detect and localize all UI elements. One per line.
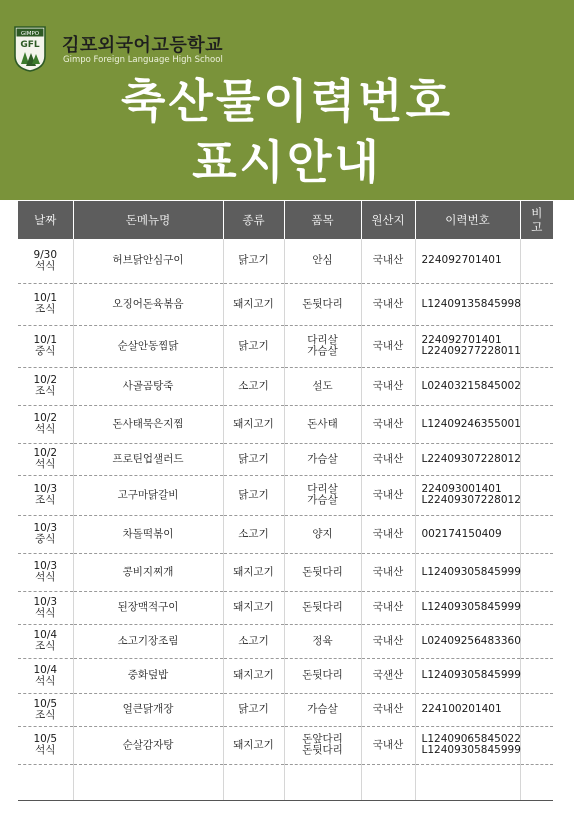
part-line: 돈뒷다리 — [302, 297, 343, 310]
date-day: 10/1 — [33, 334, 58, 346]
origin: 국내산 — [361, 443, 415, 475]
menu-name: 차돌떡볶이 — [73, 515, 223, 553]
page-title-line1: 축산물이력번호 — [120, 74, 454, 128]
header-origin: 원산지 — [361, 201, 415, 239]
note-cell — [520, 239, 553, 283]
menu-name: 사골곰탕죽 — [73, 367, 223, 405]
meat-type: 돼지고기 — [223, 553, 284, 591]
trace-number — [415, 693, 520, 726]
meat-part — [284, 405, 361, 443]
date-day: 10/4 — [33, 629, 58, 641]
trace-number — [415, 475, 520, 515]
note-cell — [520, 405, 553, 443]
meal-time: 석식 — [35, 458, 56, 470]
meal-time: 중식 — [35, 345, 56, 357]
trace-line: 224092701401 — [421, 334, 502, 346]
meat-part — [284, 515, 361, 553]
meat-type: 돼지고기 — [223, 405, 284, 443]
date-cell — [18, 726, 73, 764]
trace-number — [415, 405, 520, 443]
meal-time: 조식 — [35, 385, 56, 397]
origin: 국내산 — [361, 367, 415, 405]
school-name: 김포외국어고등학교 — [62, 35, 223, 56]
svg-text:GIMPO: GIMPO — [20, 30, 40, 37]
date-day: 10/2 — [33, 447, 58, 459]
meat-type: 닭고기 — [223, 239, 284, 283]
origin: 국내산 — [361, 283, 415, 325]
header-banner — [0, 0, 574, 200]
header-note: 비 고 — [520, 201, 553, 239]
note-cell — [520, 515, 553, 553]
origin: 국내산 — [361, 515, 415, 553]
date-cell — [18, 475, 73, 515]
table-row — [18, 475, 553, 515]
meal-time: 석식 — [35, 674, 56, 687]
origin: 국내산 — [361, 726, 415, 764]
note-cell — [520, 693, 553, 726]
part-line: 돈사태 — [307, 417, 338, 430]
date-cell — [18, 515, 73, 553]
trace-line: 002174150409 — [421, 527, 502, 540]
table-row — [18, 693, 553, 726]
date-day: 10/4 — [33, 663, 58, 676]
date-day: 10/3 — [33, 560, 58, 572]
trace-line: L02409256483360 — [421, 634, 521, 647]
trace-line: L12409305845999 — [421, 565, 521, 578]
note-cell — [520, 475, 553, 515]
origin: 국내산 — [361, 553, 415, 591]
origin: 국내산 — [361, 693, 415, 726]
menu-name: 프로틴업샐러드 — [73, 443, 223, 475]
meat-type: 닭고기 — [223, 325, 284, 367]
meal-time: 석식 — [35, 259, 56, 272]
empty-cell — [18, 764, 73, 800]
part-line: 돈뒷다리 — [302, 601, 343, 613]
meat-part — [284, 726, 361, 764]
header-trace-number: 이력번호 — [415, 201, 520, 239]
trace-line: L12409065845022 — [421, 733, 521, 745]
note-cell — [520, 553, 553, 591]
origin: 국내산 — [361, 624, 415, 658]
trace-number — [415, 726, 520, 764]
meat-type: 돼지고기 — [223, 658, 284, 693]
table-row — [18, 405, 553, 443]
meat-type: 닭고기 — [223, 443, 284, 475]
trace-line: L22409307228012 — [421, 494, 521, 506]
date-day: 10/3 — [33, 595, 58, 608]
table-row — [18, 624, 553, 658]
trace-line: 224093001401 — [421, 483, 502, 495]
origin: 국내산 — [361, 239, 415, 283]
table-row — [18, 443, 553, 475]
part-line: 정육 — [312, 634, 333, 647]
table-header-row — [18, 201, 553, 239]
date-day: 10/2 — [33, 412, 58, 424]
note-cell — [520, 726, 553, 764]
trace-number — [415, 553, 520, 591]
date-day: 10/5 — [33, 733, 58, 745]
meal-time: 조식 — [35, 708, 56, 721]
origin: 국내산 — [361, 325, 415, 367]
menu-name: 허브닭안심구이 — [73, 239, 223, 283]
empty-cell — [284, 764, 361, 800]
menu-name: 얼큰닭개장 — [73, 693, 223, 726]
menu-name: 오징어돈육볶음 — [73, 283, 223, 325]
trace-line: L12409246355001 — [421, 417, 521, 430]
meat-part — [284, 693, 361, 726]
menu-name: 순살안동찜닭 — [73, 325, 223, 367]
meat-part — [284, 239, 361, 283]
origin: 국샌산 — [361, 658, 415, 693]
part-line: 양지 — [312, 527, 333, 540]
note-cell — [520, 283, 553, 325]
note-cell — [520, 624, 553, 658]
note-cell — [520, 658, 553, 693]
school-name-english: Gimpo Foreign Language High School — [63, 55, 223, 65]
part-line: 다리살 — [307, 334, 338, 346]
meat-type: 닭고기 — [223, 475, 284, 515]
date-cell — [18, 658, 73, 693]
menu-name: 소고기장조림 — [73, 624, 223, 658]
header-part: 품목 — [284, 201, 361, 239]
part-line: 돈뒷다리 — [302, 565, 343, 578]
table-row — [18, 325, 553, 367]
part-line: 돈뒷다리 — [302, 669, 343, 681]
empty-cell — [361, 764, 415, 800]
meat-type: 돼지고기 — [223, 726, 284, 764]
trace-line: L12409135845998 — [421, 297, 521, 310]
trace-number — [415, 515, 520, 553]
date-day: 10/3 — [33, 483, 58, 495]
date-cell — [18, 239, 73, 283]
note-cell — [520, 443, 553, 475]
meat-part — [284, 624, 361, 658]
date-day: 9/30 — [33, 248, 58, 261]
date-cell — [18, 553, 73, 591]
table-row — [18, 283, 553, 325]
table-row — [18, 726, 553, 764]
meal-time: 조식 — [35, 494, 56, 506]
menu-name: 중화덮밥 — [73, 658, 223, 693]
date-day: 10/3 — [33, 522, 58, 534]
table-row — [18, 591, 553, 624]
meat-part — [284, 475, 361, 515]
meat-type: 닭고기 — [223, 693, 284, 726]
empty-cell — [73, 764, 223, 800]
origin: 국내산 — [361, 475, 415, 515]
trace-number — [415, 239, 520, 283]
table-row-empty — [18, 764, 553, 800]
date-cell — [18, 624, 73, 658]
empty-cell — [520, 764, 553, 800]
meat-part — [284, 283, 361, 325]
meat-part — [284, 658, 361, 693]
menu-name: 순살감자탕 — [73, 726, 223, 764]
menu-name: 돈사태묵은지찜 — [73, 405, 223, 443]
header-date: 날짜 — [18, 201, 73, 239]
meat-part — [284, 591, 361, 624]
trace-number — [415, 283, 520, 325]
part-line: 가슴살 — [307, 345, 338, 357]
trace-number — [415, 624, 520, 658]
origin: 국내산 — [361, 405, 415, 443]
menu-name: 된장맥적구이 — [73, 591, 223, 624]
meat-type: 소고기 — [223, 515, 284, 553]
traceability-table — [18, 201, 553, 801]
table-row — [18, 239, 553, 283]
school-logo-icon — [14, 26, 46, 72]
part-line: 가슴살 — [307, 452, 338, 465]
trace-line: L12409305845999 — [421, 601, 521, 613]
menu-name: 콩비지찌개 — [73, 553, 223, 591]
trace-number — [415, 658, 520, 693]
table-row — [18, 367, 553, 405]
part-line: 가슴살 — [307, 703, 338, 715]
trace-line: L22409277228011 — [421, 345, 521, 357]
meat-type: 소고기 — [223, 624, 284, 658]
date-cell — [18, 283, 73, 325]
part-line: 다리살 — [307, 483, 338, 495]
date-cell — [18, 693, 73, 726]
meal-time: 중식 — [35, 533, 56, 545]
part-line: 돈뒷다리 — [302, 744, 343, 756]
meal-time: 조식 — [35, 640, 56, 652]
meat-part — [284, 367, 361, 405]
note-cell — [520, 591, 553, 624]
table-row — [18, 515, 553, 553]
meal-time: 석식 — [35, 423, 56, 435]
header-menu: 돈메뉴명 — [73, 201, 223, 239]
part-line: 안심 — [312, 254, 333, 267]
table-row — [18, 658, 553, 693]
trace-number — [415, 325, 520, 367]
page-title-line2: 표시안내 — [192, 135, 382, 189]
date-cell — [18, 405, 73, 443]
trace-line: 224092701401 — [421, 254, 502, 267]
trace-line: L12409305845999 — [421, 669, 521, 681]
meat-type: 돼지고기 — [223, 591, 284, 624]
table-row — [18, 553, 553, 591]
menu-name: 고구마닭갈비 — [73, 475, 223, 515]
meal-time: 석식 — [35, 744, 56, 756]
empty-cell — [223, 764, 284, 800]
meal-time: 조식 — [35, 303, 56, 315]
trace-number — [415, 591, 520, 624]
meat-part — [284, 553, 361, 591]
origin: 국내산 — [361, 591, 415, 624]
note-cell — [520, 367, 553, 405]
trace-line: 224100201401 — [421, 703, 502, 715]
svg-text:GFL: GFL — [20, 40, 40, 50]
part-line: 돈앞다리 — [302, 733, 343, 745]
meat-part — [284, 325, 361, 367]
date-day: 10/1 — [33, 292, 58, 304]
meat-type: 소고기 — [223, 367, 284, 405]
empty-cell — [415, 764, 520, 800]
header-type: 종류 — [223, 201, 284, 239]
note-cell — [520, 325, 553, 367]
meal-time: 석식 — [35, 571, 56, 583]
date-day: 10/2 — [33, 374, 58, 386]
date-cell — [18, 325, 73, 367]
trace-line: L02403215845002 — [421, 379, 521, 392]
date-cell — [18, 367, 73, 405]
trace-number — [415, 443, 520, 475]
date-day: 10/5 — [33, 697, 58, 710]
date-cell — [18, 591, 73, 624]
date-cell — [18, 443, 73, 475]
meal-time: 석식 — [35, 606, 56, 619]
meat-type: 돼지고기 — [223, 283, 284, 325]
trace-line: L22409307228012 — [421, 452, 521, 465]
trace-line: L12409305845999 — [421, 744, 521, 756]
part-line: 가슴살 — [307, 494, 338, 506]
meat-part — [284, 443, 361, 475]
trace-number — [415, 367, 520, 405]
part-line: 설도 — [312, 379, 333, 392]
